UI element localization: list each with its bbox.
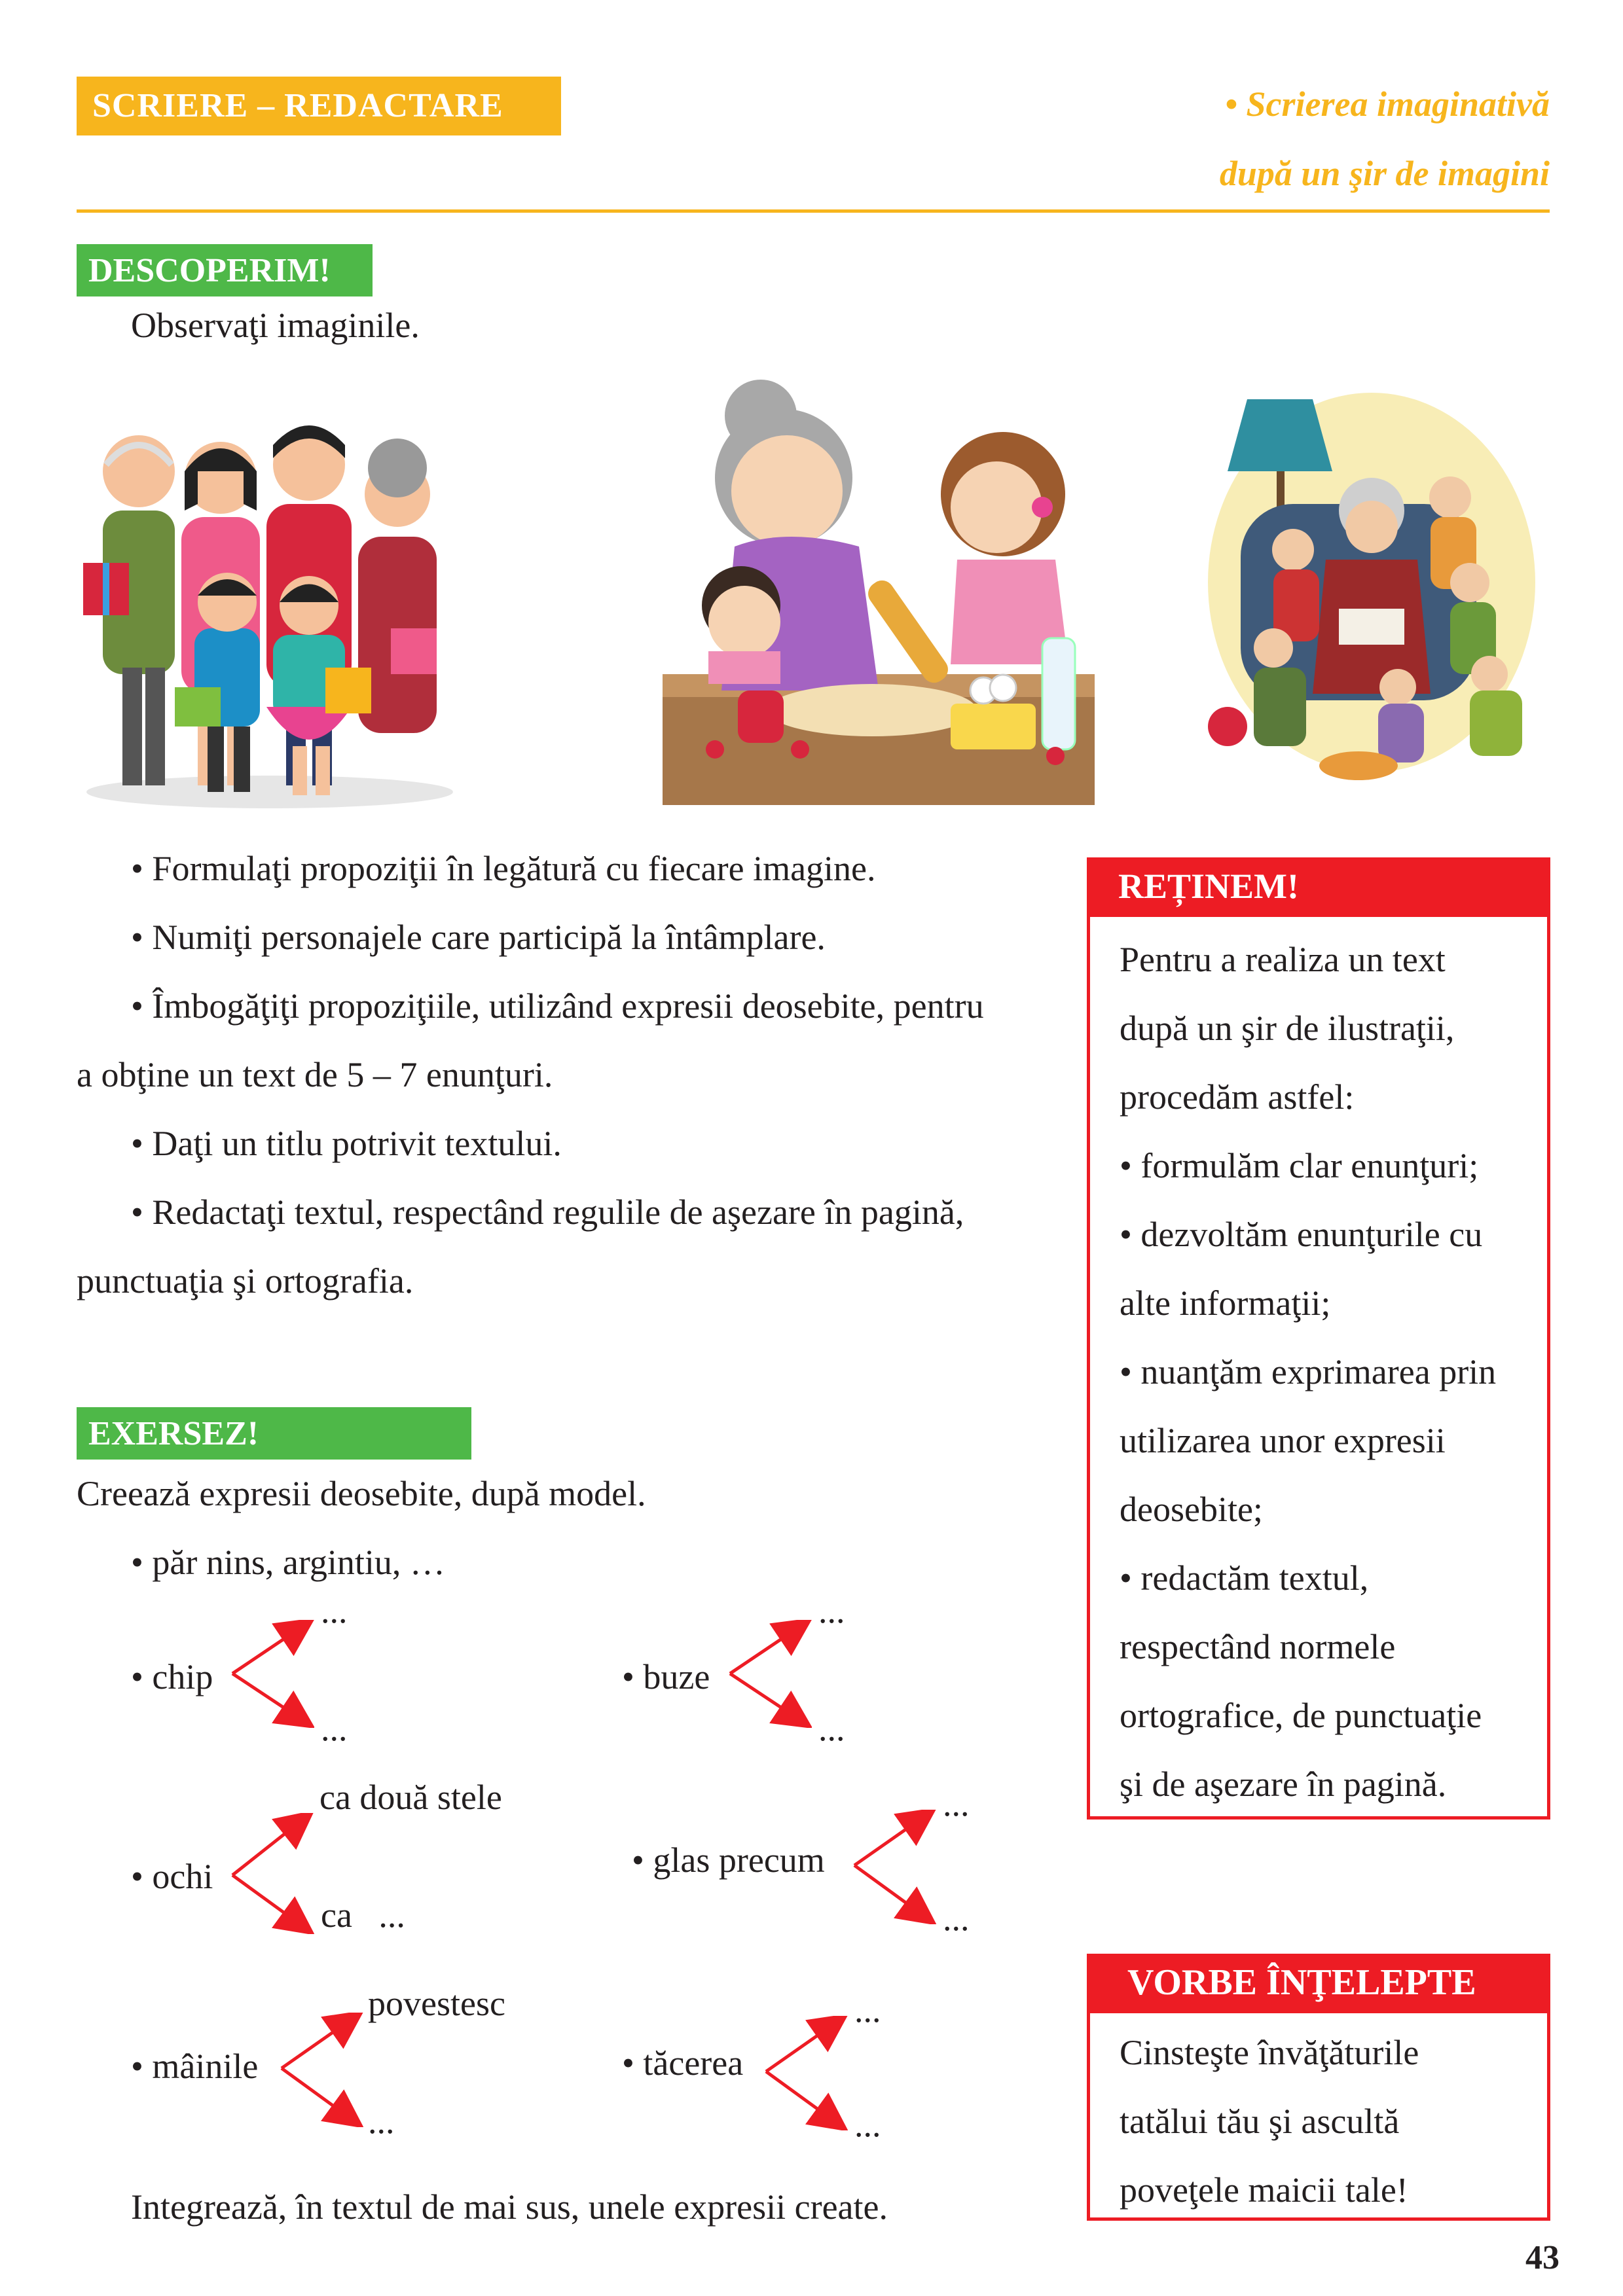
retinem-line: utilizarea unor expresii [1120,1421,1446,1460]
descoperim-tag: DESCOPERIM! [77,244,373,296]
retinem-line: după un şir de ilustraţii, [1120,1009,1455,1048]
descoperim-bullet-4: • Daţi un titlu potrivit textului. [131,1124,562,1163]
header-divider [77,209,1550,213]
exercise-answer-top[interactable]: ... [818,1591,845,1630]
exercise-answer-bottom[interactable]: ca ... [321,1895,405,1935]
exercise-answer-bottom[interactable]: ... [854,2105,881,2144]
exercise-answer-bottom[interactable]: ... [321,1709,348,1748]
exercise-answer-bottom[interactable]: ... [818,1709,845,1748]
descoperim-bullet-3: • Îmbogăţiţi propoziţiile, utilizând expresii deosebite, pentru [131,986,984,1026]
descoperim-bullet-3-cont: a obţine un text de 5 – 7 enunţuri. [77,1055,553,1094]
family-with-gifts-illustration [77,406,463,812]
retinem-line: respectând normele [1120,1627,1396,1666]
retinem-line: deosebite; [1120,1490,1263,1529]
exersez-tag: EXERSEZ! [77,1407,471,1460]
exercise-answer-top[interactable]: ca două stele [319,1778,502,1817]
retinem-line: • formulăm clar enunţuri; [1120,1146,1479,1185]
exercise-word: • glas precum [632,1840,825,1880]
vorbe-box [1087,2010,1550,2221]
vorbe-line: tatălui tău şi ascultă [1120,2102,1400,2141]
retinem-line: alte informaţii; [1120,1283,1331,1323]
lesson-subtitle-line2: după un şir de imagini [1219,154,1550,193]
exercise-answer-bottom[interactable]: ... [943,1899,970,1938]
exercise-answer-top[interactable]: povestesc [368,1984,505,2023]
retinem-tag: REȚINEM! [1087,857,1550,914]
retinem-line: procedăm astfel: [1120,1077,1355,1117]
exercise-answer-bottom[interactable]: ... [368,2102,395,2141]
descoperim-bullet-1: • Formulaţi propoziţii în legătură cu fiecare imagine. [131,849,876,888]
branch-arrow-icon [727,1620,812,1728]
exercise-word: • chip [131,1657,213,1696]
grandmother-baking-with-girls-illustration [663,376,1095,805]
retinem-line: şi de aşezare în pagină. [1120,1765,1447,1804]
descoperim-bullet-5-cont: punctuaţia şi ortografia. [77,1261,414,1300]
branch-arrow-icon [763,2016,848,2130]
exersez-model: • păr nins, argintiu, … [131,1543,445,1582]
vorbe-tag: VORBE ÎNŢELEPTE [1087,1954,1550,2010]
retinem-line: • nuanţăm exprimarea prin [1120,1352,1497,1391]
lesson-subtitle-line1: • Scrierea imaginativă [1225,84,1550,124]
vorbe-line: Cinsteşte învăţăturile [1120,2033,1419,2072]
exercise-word: • mâinile [131,2047,259,2086]
exercise-word: • tăcerea [622,2043,744,2083]
descoperim-intro: Observaţi imaginile. [131,306,420,345]
retinem-line: Pentru a realiza un text [1120,940,1446,979]
retinem-box [1087,914,1550,1820]
descoperim-bullet-5: • Redactaţi textul, respectând regulile de aşezare în pagină, [131,1193,964,1232]
branch-arrow-icon [229,1620,314,1728]
branch-arrow-icon [229,1813,314,1934]
exercise-answer-top[interactable]: ... [321,1591,348,1630]
vorbe-line: poveţele maicii tale! [1120,2170,1408,2210]
exercise-word: • buze [622,1657,710,1696]
branch-arrow-icon [278,2013,363,2127]
retinem-line: • redactăm textul, [1120,1558,1369,1598]
retinem-line: • dezvoltăm enunţurile cu [1120,1215,1483,1254]
page-number: 43 [1525,2239,1559,2276]
exersez-instruction: Creează expresii deosebite, după model. [77,1474,646,1513]
exersez-closing: Integrează, în textul de mai sus, unele expresii create. [131,2187,888,2227]
grandmother-reading-to-children-illustration [1201,386,1542,805]
section-tag: SCRIERE – REDACTARE [77,77,561,135]
exercise-word: • ochi [131,1857,213,1896]
descoperim-bullet-2: • Numiţi personajele care participă la întâmplare. [131,918,826,957]
exercise-answer-top[interactable]: ... [943,1784,970,1823]
retinem-line: ortografice, de punctuaţie [1120,1696,1482,1735]
branch-arrow-icon [851,1810,936,1924]
exercise-answer-top[interactable]: ... [854,1990,881,2030]
